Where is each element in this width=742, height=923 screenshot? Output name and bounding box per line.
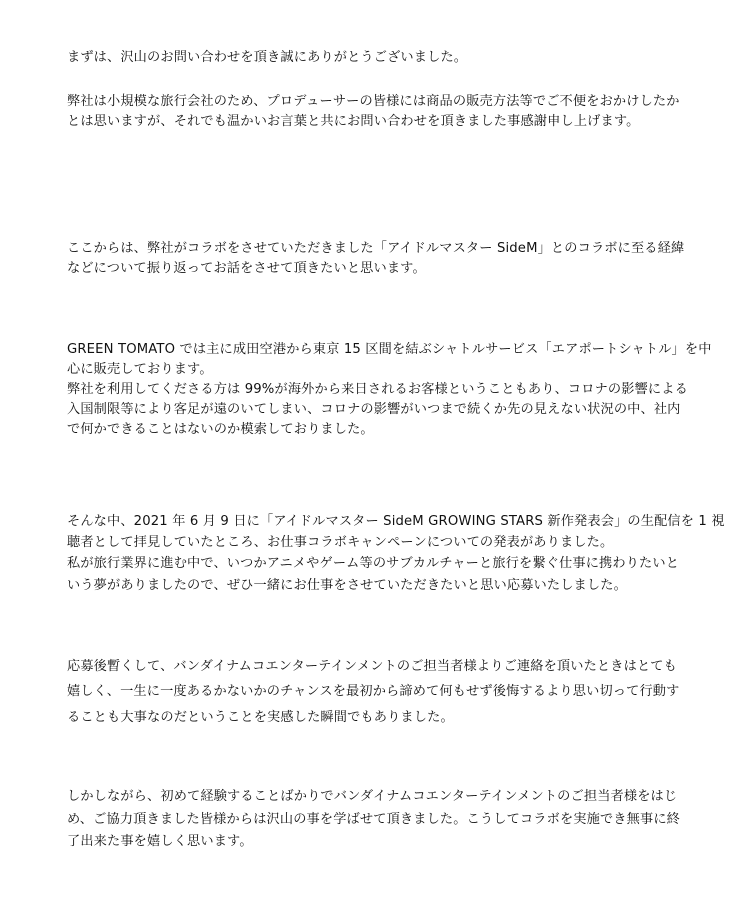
paragraph-6-line-2: 嬉しく、一生に一度あるかないかのチャンスを最初から諦めて何もせず後悔するより思い切って行動す (67, 684, 680, 699)
paragraph-5-line-4: いう夢がありましたので、ぜひ一緒にお仕事をさせていただきたいと思い応募いたしました。 (67, 578, 627, 593)
paragraph-2-line-2: とは思いますが、それでも温かいお言葉と共にお問い合わせを頂きました事感謝申し上げます。 (67, 114, 640, 129)
paragraph-4-line-5: で何かできることはないのか模索しておりました。 (67, 422, 374, 437)
paragraph-7-line-3: 了出来た事を嬉しく思います。 (67, 834, 253, 849)
paragraph-3-line-1: ここからは、弊社がコラボをさせていただきました「アイドルマスター SideM」とのコラボに至る経緯 (67, 241, 685, 256)
paragraph-6-line-1: 応募後暫くして、バンダイナムコエンターテインメントのご担当者様よりご連絡を頂いたときはとても (67, 659, 677, 674)
paragraph-2-line-1: 弊社は小規模な旅行会社のため、プロデューサーの皆様には商品の販売方法等でご不便をおかけしたか (67, 94, 680, 109)
paragraph-1-line-1: まずは、沢山のお問い合わせを頂き誠にありがとうございました。 (67, 50, 468, 65)
paragraph-7-line-2: め、ご協力頂きました皆様からは沢山の事を学ばせて頂きました。こうしてコラボを実施でき無事に終 (67, 812, 680, 827)
paragraph-4-line-2: 心に販売しております。 (67, 362, 213, 377)
paragraph-4-line-1: GREEN TOMATO では主に成田空港から東京 15 区間を結ぶシャトルサービス「エアポートシャトル」を中 (67, 342, 712, 357)
paragraph-3-line-2: などについて振り返ってお話をさせて頂きたいと思います。 (67, 261, 426, 276)
paragraph-6-line-3: ることも大事なのだということを実感した瞬間でもありました。 (67, 710, 454, 725)
paragraph-5-line-1: そんな中、2021 年 6 月 9 日に「アイドルマスター SideM GROWING STARS 新作発表会」の生配信を 1 視 (67, 514, 725, 529)
paragraph-5-line-2: 聴者として拝見していたところ、お仕事コラボキャンペーンについての発表がありました。 (67, 535, 614, 550)
paragraph-5-line-3: 私が旅行業界に進む中で、いつかアニメやゲーム等のサブカルチャーと旅行を繋ぐ仕事に携わりたいと (67, 556, 680, 571)
paragraph-7-line-1: しかしながら、初めて経験することばかりでバンダイナムコエンターテインメントのご担当者様をはじ (67, 789, 678, 804)
paragraph-4-line-4: 入国制限等により客足が遠のいてしまい、コロナの影響がいつまで続くか先の見えない状況の中、社内 (67, 402, 681, 417)
paragraph-4-line-3: 弊社を利用してくださる方は 99%が海外から来日されるお客様ということもあり、コロナの影響による (67, 382, 688, 397)
